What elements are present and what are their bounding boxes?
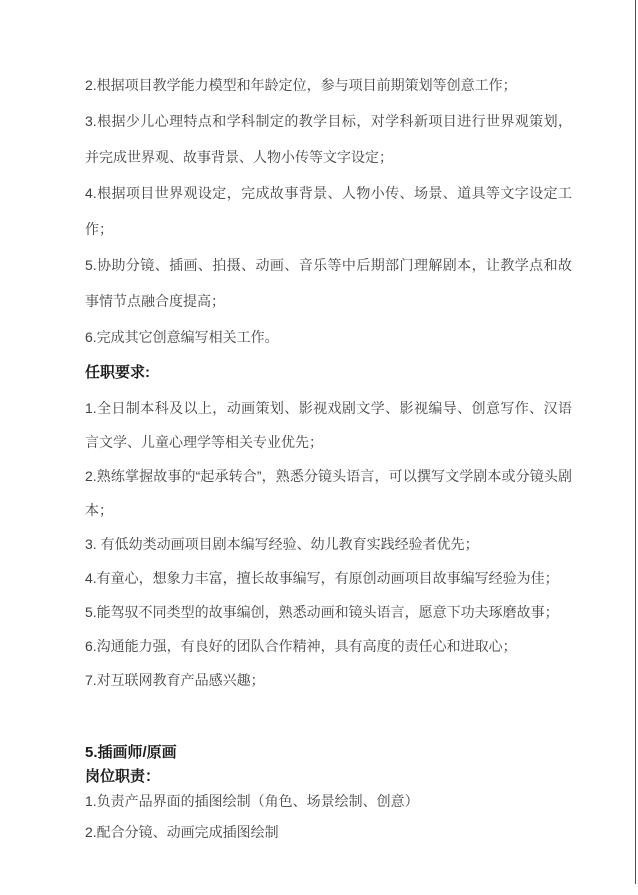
- section-duties-tail: [85, 67, 572, 355]
- section-requirements: [85, 391, 572, 697]
- requirements-heading: 任职要求:: [85, 364, 150, 381]
- requirement-paragraph: 4.有童心，想象力丰富，擅长故事编写，有原创动画项目故事编写经验为佳；: [85, 570, 559, 586]
- section-next-role: [85, 741, 572, 844]
- duty-paragraph: 2.根据项目教学能力模型和年龄定位，参与项目前期策划等创意工作；: [85, 77, 517, 93]
- right-edge-border: [635, 0, 636, 884]
- requirement-paragraph: 6.沟通能力强，有良好的团队合作精神，具有高度的责任心和进取心；: [85, 638, 517, 654]
- duty-paragraph: 5.协助分镜、插画、拍摄、动画、音乐等中后期部门理解剧本，让教学点和故事情节点融合度提高；: [85, 257, 572, 309]
- document-content: [85, 67, 572, 844]
- requirement-paragraph: 1.全日制本科及以上，动画策划、影视戏剧文学、影视编导、创意写作、汉语言文学、儿童心理学等相关专业优先；: [85, 400, 572, 450]
- role-title: 5.插画师/原画: [85, 744, 177, 761]
- duty-paragraph: 4.根据项目世界观设定，完成故事背景、人物小传、场景、道具等文字设定工作；: [85, 185, 572, 237]
- requirement-paragraph: 2.熟练掌握故事的“起承转合”，熟悉分镜头语言，可以撰写文学剧本或分镜头剧本；: [85, 468, 572, 518]
- requirement-paragraph: 7.对互联网教育产品感兴趣；: [85, 672, 265, 688]
- requirement-paragraph: 5.能驾驭不同类型的故事编创，熟悉动画和镜头语言，愿意下功夫琢磨故事；: [85, 604, 559, 620]
- role-duty-paragraph: 2.配合分镜、动画完成插图绘制: [85, 824, 279, 840]
- duty-paragraph: 6.完成其它创意编写相关工作。: [85, 329, 279, 345]
- duty-paragraph: 3.根据少儿心理特点和学科制定的教学目标，对学科新项目进行世界观策划，并完成世界观、故事背景、人物小传等文字设定；: [85, 113, 572, 165]
- requirement-paragraph: 3. 有低幼类动画项目剧本编写经验、幼儿教育实践经验者优先；: [85, 536, 479, 552]
- role-duties-heading: 岗位职责：: [85, 768, 161, 785]
- role-duty-paragraph: 1.负责产品界面的插图绘制（角色、场景绘制、创意）: [85, 793, 419, 809]
